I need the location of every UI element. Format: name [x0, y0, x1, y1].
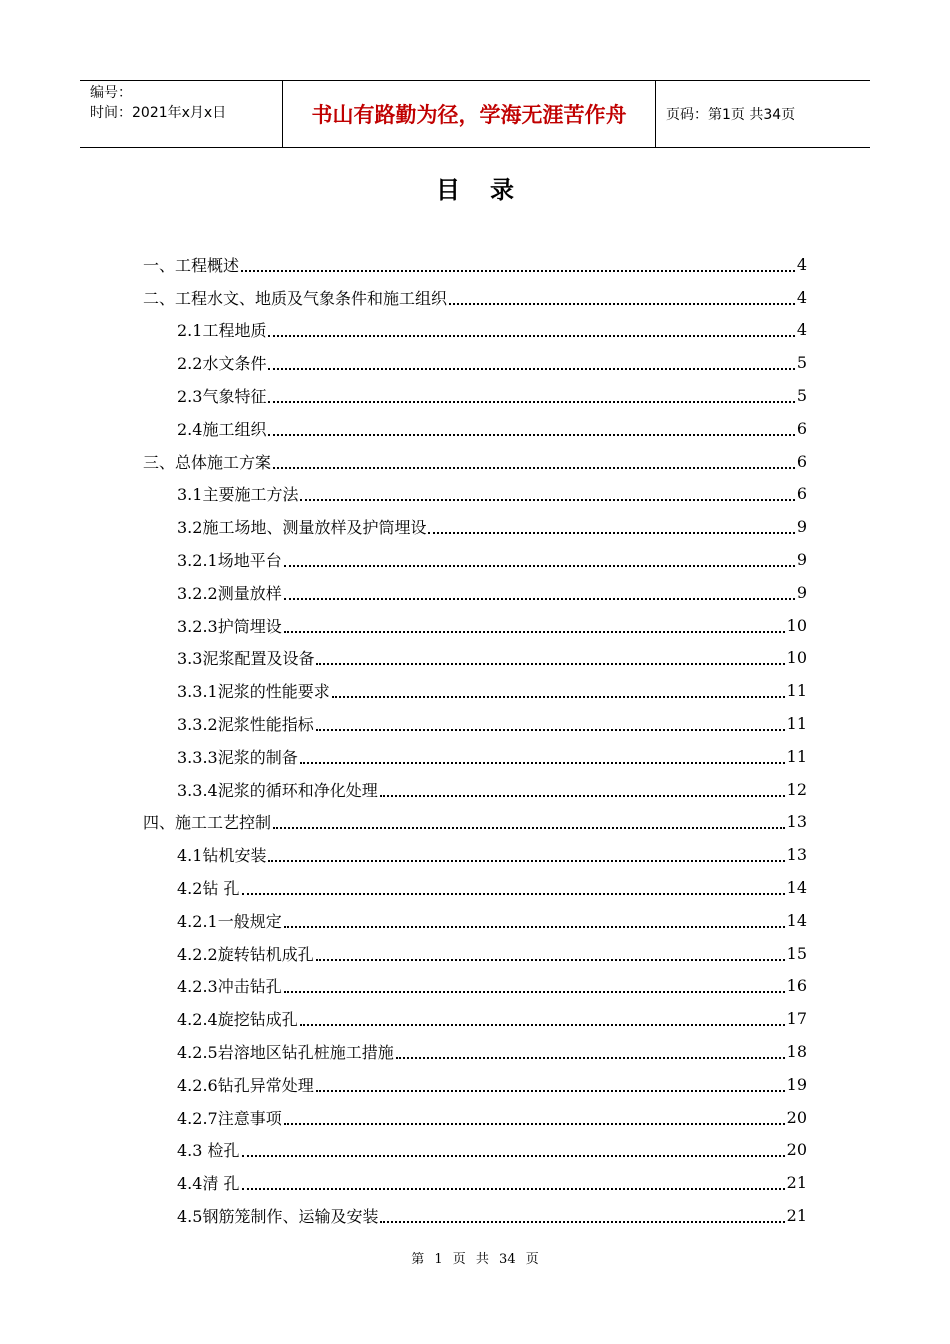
toc-leader-dots [284, 631, 785, 633]
toc-entry[interactable] [143, 281, 807, 314]
toc-leader-dots [268, 335, 794, 337]
toc-leader-dots [268, 434, 794, 436]
toc-entry-label: 2.2水文条件 [177, 354, 267, 374]
table-of-contents [143, 248, 807, 1232]
toc-entry[interactable] [143, 674, 807, 707]
toc-entry-page: 21 [786, 1206, 807, 1225]
toc-leader-dots [316, 959, 785, 961]
toc-entry-page: 21 [786, 1173, 807, 1193]
toc-leader-dots [242, 1188, 785, 1190]
toc-entry-label: 3.2.2测量放样 [177, 583, 282, 603]
header-page-info: 页码：第1页 共34页 [666, 107, 796, 123]
toc-entry-page: 4 [796, 287, 807, 307]
toc-entry-label: 4.3 检孔 [177, 1141, 240, 1161]
toc-entry-page: 13 [786, 812, 807, 832]
toc-entry[interactable] [143, 806, 807, 839]
toc-entry[interactable] [143, 773, 807, 806]
toc-entry-page: 11 [786, 714, 807, 734]
toc-leader-dots [380, 795, 785, 797]
toc-entry-page: 14 [786, 878, 807, 898]
toc-entry-page: 5 [796, 353, 807, 373]
toc-entry-label: 3.2.1场地平台 [177, 551, 282, 571]
toc-leader-dots [268, 368, 794, 370]
toc-entry[interactable] [143, 740, 807, 773]
toc-entry-label: 4.4清 孔 [177, 1174, 240, 1194]
toc-entry-page: 6 [796, 484, 807, 504]
toc-leader-dots [300, 762, 785, 764]
toc-leader-dots [284, 991, 785, 993]
date-label: 时间：2021年x月x日 [90, 105, 227, 121]
toc-leader-dots [273, 827, 785, 829]
toc-entry-page: 15 [786, 943, 807, 963]
toc-entry[interactable] [143, 478, 807, 511]
toc-entry[interactable] [143, 1101, 807, 1134]
toc-entry[interactable] [143, 1002, 807, 1035]
toc-leader-dots [242, 1155, 785, 1157]
toc-leader-dots [268, 401, 794, 403]
toc-entry-label: 4.2.3冲击钻孔 [177, 977, 282, 997]
page-header [80, 80, 870, 148]
toc-entry[interactable] [143, 543, 807, 576]
toc-entry-page: 10 [786, 615, 807, 635]
toc-entry-page: 19 [786, 1074, 807, 1094]
header-motto: 书山有路勤为径，学海无涯苦作舟 [282, 81, 656, 147]
toc-entry[interactable] [143, 937, 807, 970]
toc-entry-label: 二、工程水文、地质及气象条件和施工组织 [143, 288, 448, 308]
toc-entry[interactable] [143, 379, 807, 412]
toc-entry-page: 9 [796, 550, 807, 570]
toc-entry-label: 4.2.5岩溶地区钻孔桩施工措施 [177, 1043, 394, 1063]
toc-entry[interactable] [143, 609, 807, 642]
toc-leader-dots [396, 1057, 785, 1059]
toc-entry-page: 14 [786, 910, 807, 930]
toc-leader-dots [316, 729, 785, 731]
toc-entry[interactable] [143, 1035, 807, 1068]
toc-entry-label: 3.3泥浆配置及设备 [177, 649, 315, 669]
toc-entry[interactable] [143, 346, 807, 379]
toc-entry-page: 17 [786, 1009, 807, 1029]
toc-entry-label: 4.2钻 孔 [177, 879, 240, 899]
toc-entry-page: 18 [786, 1042, 807, 1062]
toc-leader-dots [332, 696, 785, 698]
toc-entry[interactable] [143, 1199, 807, 1232]
toc-leader-dots [284, 926, 785, 928]
toc-entry-label: 一、工程概述 [143, 255, 240, 275]
toc-leader-dots [300, 1024, 785, 1026]
toc-entry[interactable] [143, 970, 807, 1003]
toc-leader-dots [273, 467, 795, 469]
page-footer: 第 1 页 共 34 页 [411, 1252, 539, 1267]
toc-entry-label: 4.2.1一般规定 [177, 911, 282, 931]
toc-leader-dots [284, 1123, 785, 1125]
toc-leader-dots [316, 1090, 785, 1092]
toc-entry-page: 6 [796, 418, 807, 438]
toc-entry[interactable] [143, 707, 807, 740]
toc-entry[interactable] [143, 642, 807, 675]
toc-entry-page: 6 [796, 451, 807, 471]
toc-entry-page: 11 [786, 746, 807, 766]
toc-entry-page: 16 [786, 976, 807, 996]
toc-entry[interactable] [143, 445, 807, 478]
toc-entry-label: 4.2.6钻孔异常处理 [177, 1075, 314, 1095]
toc-entry-page: 20 [786, 1107, 807, 1127]
toc-entry[interactable] [143, 412, 807, 445]
toc-entry-label: 2.1工程地质 [177, 321, 267, 341]
toc-entry-label: 3.2施工场地、测量放样及护筒埋设 [177, 518, 427, 538]
toc-entry-page: 12 [786, 779, 807, 799]
toc-entry-page: 20 [786, 1140, 807, 1160]
toc-entry[interactable] [143, 904, 807, 937]
code-label: 编号： [90, 85, 132, 101]
toc-entry-label: 4.2.7注意事项 [177, 1108, 282, 1128]
toc-entry-page: 13 [786, 845, 807, 865]
toc-entry[interactable] [143, 1068, 807, 1101]
toc-entry-label: 三、总体施工方案 [143, 452, 272, 472]
toc-entry[interactable] [143, 1134, 807, 1167]
page-title: 目录 [436, 176, 544, 204]
toc-leader-dots [242, 893, 785, 895]
toc-entry-label: 四、施工工艺控制 [143, 813, 272, 833]
toc-entry-label: 3.2.3护筒埋设 [177, 616, 282, 636]
toc-entry-label: 3.3.3泥浆的制备 [177, 747, 298, 767]
toc-entry-label: 3.3.1泥浆的性能要求 [177, 682, 330, 702]
toc-entry[interactable] [143, 1166, 807, 1199]
toc-entry-label: 2.3气象特征 [177, 387, 267, 407]
toc-entry-label: 3.3.2泥浆性能指标 [177, 715, 314, 735]
toc-leader-dots [284, 565, 795, 567]
toc-leader-dots [300, 499, 794, 501]
toc-entry-page: 4 [796, 320, 807, 340]
toc-leader-dots [241, 270, 795, 272]
toc-entry[interactable] [143, 314, 807, 347]
toc-entry-label: 4.5钢筋笼制作、运输及安装 [177, 1207, 379, 1226]
toc-entry-page: 11 [786, 681, 807, 701]
header-meta [80, 81, 282, 147]
toc-entry-label: 2.4施工组织 [177, 419, 267, 439]
toc-leader-dots [380, 1221, 784, 1223]
toc-entry[interactable] [143, 838, 807, 871]
toc-entry-label: 4.2.4旋挖钻成孔 [177, 1010, 298, 1030]
toc-entry[interactable] [143, 510, 807, 543]
toc-entry-page: 9 [796, 582, 807, 602]
toc-entry-page: 9 [796, 517, 807, 537]
toc-entry-page: 5 [796, 386, 807, 406]
toc-entry-label: 4.2.2旋转钻机成孔 [177, 944, 314, 964]
toc-entry-label: 4.1钻机安装 [177, 846, 267, 866]
toc-entry-label: 3.1主要施工方法 [177, 485, 299, 505]
toc-leader-dots [268, 860, 784, 862]
toc-leader-dots [428, 532, 794, 534]
toc-leader-dots [449, 303, 795, 305]
toc-leader-dots [316, 663, 784, 665]
toc-entry[interactable] [143, 871, 807, 904]
toc-entry[interactable] [143, 248, 807, 281]
toc-entry-label: 3.3.4泥浆的循环和净化处理 [177, 780, 378, 800]
toc-leader-dots [284, 598, 795, 600]
toc-entry[interactable] [143, 576, 807, 609]
toc-entry-page: 4 [796, 254, 807, 274]
toc-entry-page: 10 [786, 648, 807, 668]
